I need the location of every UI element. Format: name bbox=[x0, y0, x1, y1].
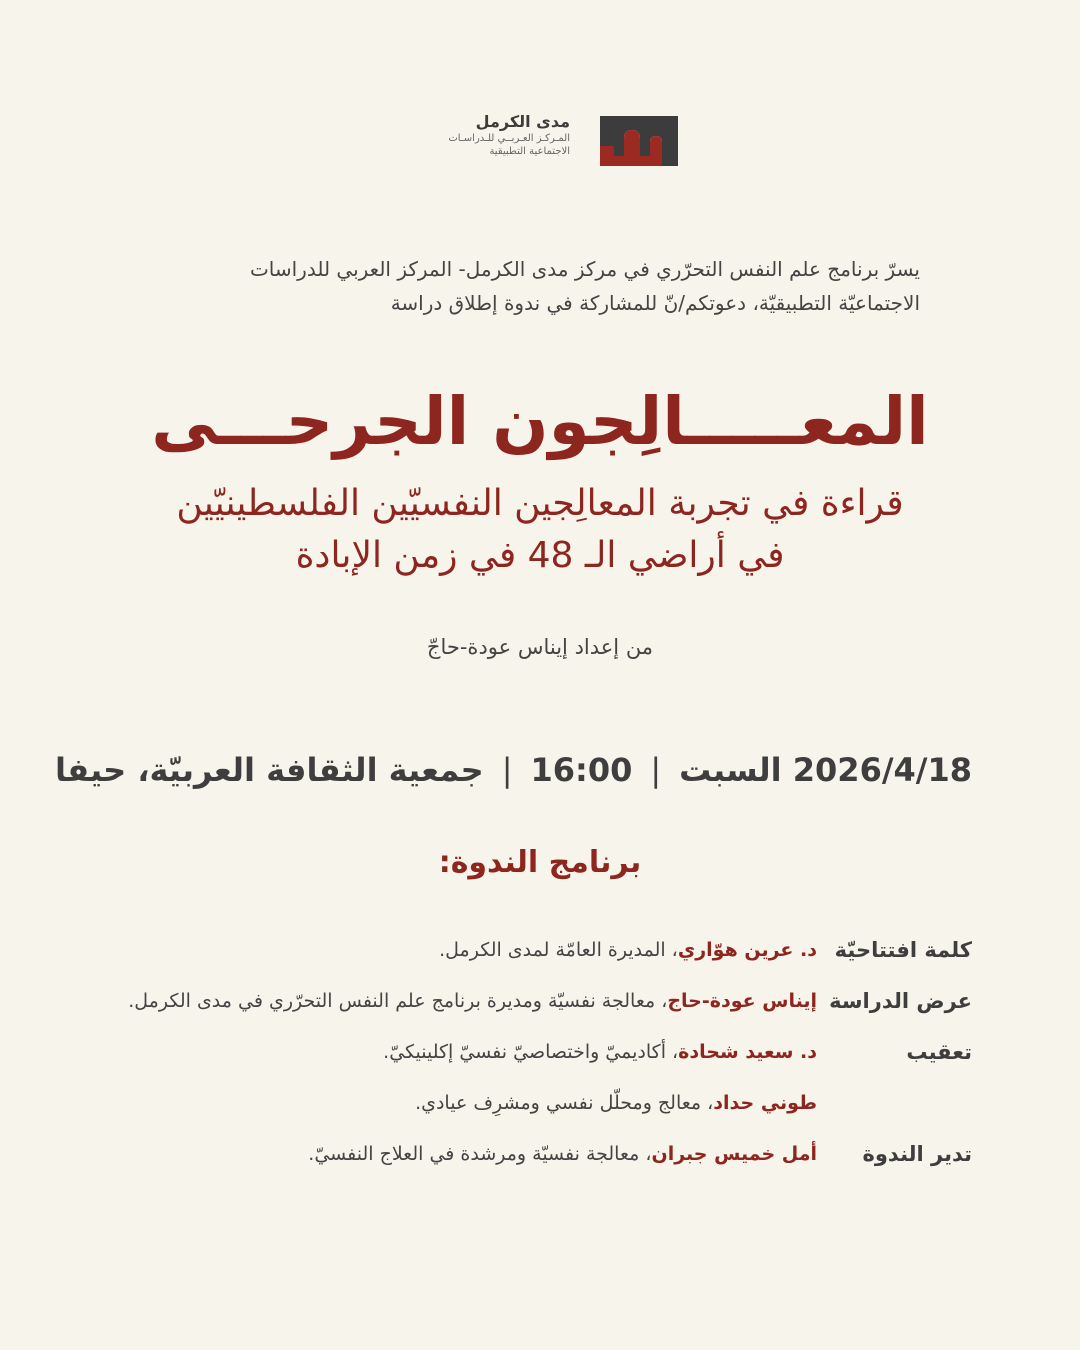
program-role: تدير الندوة bbox=[862, 1142, 972, 1166]
program-detail bbox=[128, 981, 817, 1021]
logo-name: مدى الكرمل bbox=[475, 112, 570, 131]
event-location: جمعية الثقافة العربيّة، حيفا bbox=[55, 751, 484, 789]
program-role: كلمة افتتاحيّة bbox=[834, 938, 972, 962]
subtitle-line-1: قراءة في تجربة المعالِجين النفسيّين الفلسطينيّين bbox=[176, 483, 904, 524]
separator: | bbox=[501, 751, 513, 789]
program-role: تعقيب bbox=[906, 1040, 972, 1064]
speaker-description: ، معالجة نفسيّة ومرشدة في العلاج النفسيّ. bbox=[308, 1143, 652, 1165]
intro-line-1: يسرّ برنامج علم النفس التحرّري في مركز مدى الكرمل- المركز العربي للدراسات bbox=[249, 257, 920, 281]
program-detail bbox=[439, 930, 817, 970]
program-row bbox=[90, 930, 972, 981]
logo-mark-icon bbox=[600, 116, 678, 166]
intro-line-2: الاجتماعيّة التطبيقيّة، دعوتكم/نّ للمشاركة في ندوة إطلاق دراسة bbox=[390, 291, 920, 315]
event-details bbox=[55, 748, 972, 792]
speaker-name: أمل خميس جبران bbox=[651, 1143, 817, 1165]
logo-subtitle-1: المـركـز العـربــي للـدراسـات bbox=[448, 133, 570, 144]
program-row bbox=[90, 1032, 972, 1083]
program-row bbox=[90, 1083, 972, 1134]
program-list bbox=[90, 930, 972, 1185]
event-date: 2026/4/18 السبت bbox=[679, 751, 972, 789]
event-time: 16:00 bbox=[530, 751, 633, 789]
program-row bbox=[90, 981, 972, 1032]
logo-text bbox=[448, 112, 570, 158]
speaker-name: د. عرين هوّاري bbox=[677, 939, 817, 961]
speaker-name: إيناس عودة-حاج bbox=[667, 990, 817, 1012]
speaker-name: د. سعيد شحادة bbox=[678, 1041, 817, 1063]
speaker-description: ، أكاديميّ واختصاصيّ نفسيّ إكلينيكيّ. bbox=[383, 1041, 679, 1063]
program-role: عرض الدراسة bbox=[829, 989, 972, 1013]
speaker-description: ، معالج ومحلّل نفسي ومشرِف عيادي. bbox=[415, 1092, 714, 1114]
program-heading: برنامج الندوة: bbox=[438, 845, 642, 880]
logo-subtitle-2: الاجتماعية التطبيقية bbox=[489, 146, 570, 157]
intro-paragraph bbox=[160, 252, 920, 320]
program-row bbox=[90, 1134, 972, 1185]
program-detail bbox=[415, 1083, 817, 1123]
author-credit: من إعداد إيناس عودة-حاجّ bbox=[426, 635, 654, 659]
separator: | bbox=[650, 751, 662, 789]
program-detail bbox=[383, 1032, 817, 1072]
speaker-description: ، معالجة نفسيّة ومديرة برنامج علم النفس التحرّري في مدى الكرمل. bbox=[128, 990, 668, 1012]
event-subtitle bbox=[0, 478, 1080, 582]
event-title: المعـــــالِجون الجرحـــى bbox=[151, 383, 929, 460]
program-detail bbox=[308, 1134, 817, 1174]
speaker-name: طوني حداد bbox=[713, 1092, 817, 1114]
speaker-description: ، المديرة العامّة لمدى الكرمل. bbox=[439, 939, 678, 961]
mada-al-carmel-logo bbox=[420, 112, 660, 170]
subtitle-line-2: في أراضي الـ 48 في زمن الإبادة bbox=[295, 535, 785, 576]
